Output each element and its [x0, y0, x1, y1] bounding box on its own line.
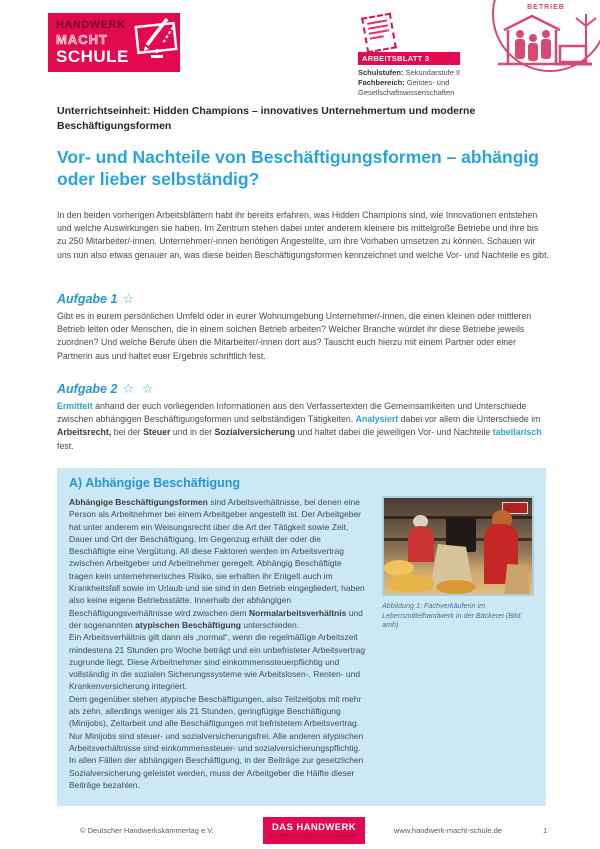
- handwerk-macht-schule-logo: [48, 13, 180, 72]
- info-box-body: [69, 496, 368, 791]
- worksheet-meta: [358, 68, 506, 98]
- worksheet-doc-icon: [361, 13, 397, 54]
- das-handwerk-wordmark: DAS HANDWERK: [272, 822, 356, 833]
- school-level-label: Schulstufen:: [358, 68, 404, 77]
- page-title: Vor- und Nachteile von Beschäftigungsformen – abhängig oder lieber selbständig?: [57, 147, 539, 189]
- logo-word-handwerk: HANDWERK: [56, 19, 126, 31]
- dependent-employment-info-box: [57, 468, 546, 806]
- task-2-heading: [57, 381, 155, 397]
- stamp-graphic: [498, 12, 600, 72]
- school-level-line: [358, 68, 506, 78]
- footer-copyright: © Deutscher Handwerkskammertag e.V.: [80, 826, 214, 835]
- difficulty-stars-icon: ☆ ☆: [122, 381, 156, 396]
- info-box-paragraph-2: Ein Arbeitsverhältnis gilt dann als „normal“, wenn die regelmäßige Arbeitszeit mindestens 21 Stunden pro Woche beträgt und ein unbefristeter Arbeitsvertrag zugrunde liegt. Diese Arbeitnehmer sind einkommenssteuerpflichtig und vollständig in die sozialen Sicherungssysteme wie Arbeitslosen-, Renten- und Krankenversicherung integriert.: [69, 632, 366, 692]
- subject-value: Geistes- und Gesellschaftswissenschaften: [358, 78, 455, 97]
- das-handwerk-tagline: DIE WIRTSCHAFTSMACHT. VON NEBENAN.: [269, 834, 359, 838]
- worksheet-number-badge: ARBEITSBLATT 3: [358, 52, 460, 65]
- logo-word-schule: SCHULE: [56, 47, 129, 66]
- footer-website-link[interactable]: www.handwerk-macht-schule.de: [394, 826, 502, 835]
- figure: [382, 496, 534, 791]
- difficulty-star-icon: ☆: [122, 291, 137, 306]
- subject-label: Fachbereich:: [358, 78, 405, 87]
- task-2-text: Ermittelt anhand der euch vorliegenden Informationen aus den Verfassertexten die Gemeinsamkeiten und Unterschiede zwischen abhängigen Beschäftigungsformen und selbständigen Tätigkeiten. Analysiert dabei vor allem die Unterschiede im Arbeitsrecht, bei der Steuer und in der Sozialversicherung und haltet dabei die jeweiligen Vor- und Nachteile tabellarisch fest.: [57, 401, 542, 451]
- unit-kicker-title: Unterrichtseinheit: Hidden Champions – innovatives Unternehmertum und moderne Beschäftigungsformen: [57, 105, 476, 132]
- intro-paragraph: In den beiden vorherigen Arbeitsblättern habt ihr bereits erfahren, was Hidden Champions sind, wie Innovationen entstehen und welche Auswirkungen sie haben. Im Zentrum stehen dabei unter anderem kleinere bis mittelgroße Betriebe und ihre bis zu 250 Mitarbeiter/-innen. Unternehmer/-innen benötigen Angestellte, um ihre Vorhaben umsetzen zu können. Schauen wir uns nun also etwas genauer an, was diese beiden Beschäftigungsformen kennzeichnet und welche Vor- und Nachteile es gibt.: [57, 210, 549, 260]
- subject-line: [358, 78, 506, 98]
- school-level-value: Sekundarstufe II: [403, 68, 461, 77]
- info-box-title: A) Abhängige Beschäftigung: [69, 476, 241, 490]
- task-1-text: Gibt es in eurem persönlichen Umfeld oder in eurer Wohnumgebung Unternehmer/-innen, die einen kleinen oder mittleren Betrieb leiten oder Menschen, die in einem solchen Betrieb arbeiten? Welcher Branche würdet ihr diese Betriebe jeweils zuordnen? Und welche Berufe üben die Mitarbeiter/-innen dort aus? Tauscht euch hierzu mit einem Partner oder einer Partnerin aus und haltet euer Ergebnis schriftlich fest.: [57, 311, 532, 361]
- task-2-title: Aufgabe 2: [57, 382, 118, 396]
- info-box-paragraph-1: Abhängige Beschäftigungsformen sind Arbeitsverhältnisse, bei denen eine Person als Arbeitnehmer bei einem Arbeitgeber angestellt ist. Der Arbeitgeber hat unter anderem ein Weisungsrecht über die Art der Tätigkeit sowie Zeit, Dauer und Ort der Beschäftigung. Im Gegenzug erhält der oder die Beschäftigte eine Vergütung. All diese Faktoren werden im Arbeitsvertrag zwischen Arbeitgeber und Arbeitnehmer geregelt. Abhängig Beschäftigte tragen kein unternehmerisches Risiko, sie erhalten ihr Entgelt auch im Krankheitsfall sowie im Urlaub und sie sind in den Betrieb eingegliedert, haben also keine eigene Betriebsstätte. Innerhalb der abhängigen Beschäftigungsverhältnisse wird zwischen dem Normalarbeitsverhältnis und der sogenannten atypischen Beschäftigung unterschieden.: [69, 497, 365, 630]
- logo-wordmark: [56, 20, 129, 65]
- betrieb-stamp-icon: [492, 0, 600, 72]
- bakery-photo: [382, 496, 534, 596]
- logo-word-macht: MACHT: [56, 32, 108, 47]
- stamp-label: BETRIEB: [527, 4, 565, 11]
- page-number: 1: [543, 826, 548, 835]
- monitor-pencil-icon: [133, 17, 185, 68]
- info-box-paragraph-3: Dem gegenüber stehen atypische Beschäftigungen, also Teilzeitjobs mit mehr als zehn, allerdings weniger als 21 Stunden, geringfügige Beschäftigung (Minijobs), Zeitarbeit und alle Beschäftigungen mit befristetem Arbeitsvertrag. Nur Minijobs sind steuer- und sozialversicherungsfrei. Alle anderen atypischen Arbeitsverhältnisse sind einkommenssteuer- und sozialversicherungspflichtig. In allen Fällen der abhängigen Beschäftigung, in der Beiträge zur gesetzlichen Sozialversicherung geleistet werden, muss der Arbeitgeber die Hälfte dieser Beiträge bezahlen.: [69, 693, 364, 790]
- task-1-title: Aufgabe 1: [57, 292, 118, 306]
- das-handwerk-logo: [263, 817, 365, 844]
- task-1-heading: [57, 291, 136, 307]
- figure-caption: Abbildung 1: Fachverkäuferin im Lebensmittelhandwerk in der Bäckerei (Bild: amh): [382, 601, 523, 629]
